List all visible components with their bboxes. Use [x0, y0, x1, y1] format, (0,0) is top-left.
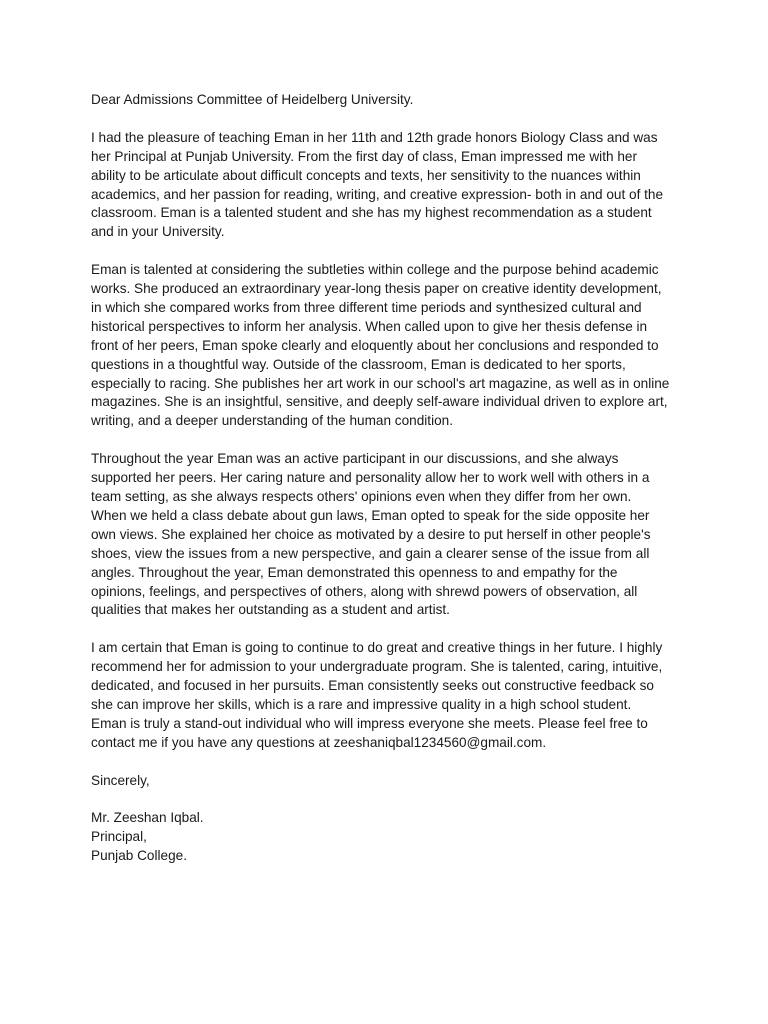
text-line: her Principal at Punjab University. From the first day of class, Eman impressed me with her	[91, 148, 637, 164]
text-line: Eman is talented at considering the subtleties within college and the purpose behind academic	[91, 262, 659, 278]
salutation: Dear Admissions Committee of Heidelberg University.	[91, 92, 414, 107]
recommendation-letter	[91, 91, 670, 866]
text-line: angles. Throughout the year, Eman demonstrated this openness to and empathy for the	[91, 564, 618, 580]
text-line: she can improve her skills, which is a rare and impressive quality in a high school student.	[91, 696, 632, 712]
paragraph-2	[91, 261, 670, 431]
text-line: front of her peers, Eman spoke clearly and eloquently about her conclusions and responded to	[91, 337, 659, 353]
closing-block	[91, 772, 657, 791]
signer-name: Mr. Zeeshan Iqbal.	[91, 810, 204, 826]
text-line: historical perspectives to inform her analysis. When called upon to give her thesis defense in	[91, 318, 648, 334]
text-line: magazines. She is an insightful, sensitive, and deeply self-aware individual driven to explore art,	[91, 394, 668, 410]
text-line: recommend her for admission to your undergraduate program. She is talented, caring, intuitive,	[91, 659, 663, 675]
signer-organization: Punjab College.	[91, 848, 187, 864]
text-line: Eman is truly a stand-out individual who will impress everyone she meets. Please feel free to	[91, 715, 648, 731]
text-line: shoes, view the issues from a new perspective, and gain a clearer sense of the issue from all	[91, 545, 650, 561]
text-line: especially to racing. She publishes her art work in our school's art magazine, as well as in online	[91, 375, 670, 391]
text-line: questions in a thoughtful way. Outside of the classroom, Eman is dedicated to her sports,	[91, 356, 626, 372]
text-line: Throughout the year Eman was an active participant in our discussions, and she always	[91, 451, 619, 467]
paragraph-1	[91, 129, 664, 242]
closing: Sincerely,	[91, 772, 150, 788]
paragraph-3	[91, 450, 657, 620]
signer-title: Principal,	[91, 829, 147, 845]
text-line: I am certain that Eman is going to continue to do great and creative things in her future. I highly	[91, 640, 663, 656]
text-line: team setting, as she always respects others' opinions even when they differ from her own.	[91, 488, 632, 504]
text-line: works. She produced an extraordinary year-long thesis paper on creative identity development,	[91, 281, 662, 297]
text-line: classroom. Eman is a talented student and she has my highest recommendation as a student	[91, 205, 652, 221]
text-line: contact me if you have any questions at zeeshaniqbal1234560@gmail.com.	[91, 734, 547, 750]
text-line: dedicated, and focused in her pursuits. Eman consistently seeks out constructive feedback so	[91, 678, 654, 694]
text-line: qualities that makes her outstanding as a student and artist.	[91, 602, 450, 618]
text-line: own views. She explained her choice as motivated by a desire to put herself in other people's	[91, 526, 651, 542]
text-line: academics, and her passion for reading, writing, and creative expression- both in and out of the	[91, 186, 664, 202]
paragraph-4	[91, 639, 663, 752]
text-line: ability to be articulate about difficult concepts and texts, her sensitivity to the nuances within	[91, 167, 641, 183]
signature-block	[91, 809, 657, 866]
text-line: writing, and a deeper understanding of the human condition.	[91, 413, 453, 429]
text-line: I had the pleasure of teaching Eman in her 11th and 12th grade honors Biology Class and was	[91, 129, 658, 145]
text-line: supported her peers. Her caring nature and personality allow her to work well with others in a	[91, 470, 650, 486]
text-line: in which she compared works from three different time periods and synthesized cultural and	[91, 299, 642, 315]
text-line: When we held a class debate about gun laws, Eman opted to speak for the side opposite her	[91, 507, 650, 523]
salutation-block	[91, 91, 657, 110]
text-line: and in your University.	[91, 224, 225, 240]
text-line: opinions, feelings, and perspectives of others, along with shrewd powers of observation, all	[91, 583, 638, 599]
